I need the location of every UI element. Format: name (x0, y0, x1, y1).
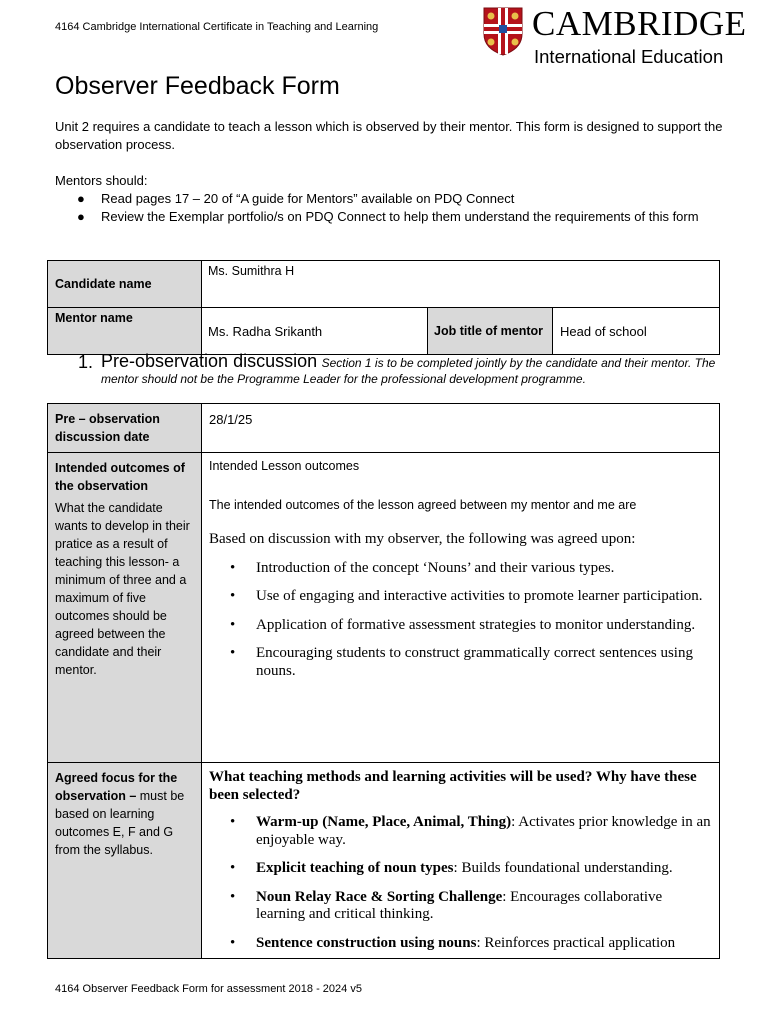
course-title: 4164 Cambridge International Certificate in Teaching and Learning (55, 21, 379, 33)
bullet-icon: • (230, 888, 236, 905)
bullet-icon: • (230, 814, 236, 830)
list-item: • Application of formative assessment strategies to monitor understanding. (230, 616, 696, 633)
list-item: ● Review the Exemplar portfolio/s on PDQ Connect to help them understand the requirements of this form (77, 209, 699, 224)
agreed-focus-label-cell (48, 763, 202, 959)
outcomes-agreed: Based on discussion with my observer, the following was agreed upon: (209, 531, 636, 547)
cambridge-shield-icon (482, 6, 524, 56)
candidate-name-label: Candidate name (48, 261, 202, 308)
cambridge-logo (482, 6, 754, 68)
section-1-heading (78, 353, 718, 387)
intended-outcomes-content (202, 453, 720, 763)
list-item: • Sentence construction using nouns: Reinforces practical application (230, 934, 676, 951)
bullet-icon: • (230, 616, 236, 633)
list-item: • Explicit teaching of noun types: Builds foundational understanding. (230, 860, 673, 876)
job-title-value: Head of school (553, 308, 720, 355)
agreed-focus-label: Agreed focus for the observation – (55, 771, 178, 803)
mentor-name-value: Ms. Radha Srikanth (202, 308, 428, 355)
bullet-icon: • (230, 588, 236, 604)
section-note: Section 1 is to be completed jointly by the candidate and their mentor. The mentor should not be the Programme Leader for the professional development programme. (101, 356, 716, 386)
list-item: • Introduction of the concept ‘Nouns’ and their various types. (230, 559, 615, 576)
bullet-icon: • (230, 645, 236, 661)
list-item: • Encouraging students to construct grammatically correct sentences using nouns. (230, 645, 693, 679)
bullet-icon: • (230, 860, 236, 876)
section-title: Pre-observation discussion (101, 351, 318, 371)
intended-outcomes-label: Intended outcomes of the observation (55, 461, 185, 493)
bullet-icon: ● (77, 209, 85, 224)
mentor-bullet-list (55, 190, 720, 226)
outcomes-list (209, 560, 712, 681)
focus-question: What teaching methods and learning activities will be used? Why have these been selected? (209, 769, 697, 803)
candidate-name-value: Ms. Sumithra H (202, 261, 720, 308)
agreed-focus-description: must be based on learning outcomes E, F and G from the syllabus. (55, 789, 185, 857)
intended-outcomes-description: What the candidate wants to develop in their pratice as a result of teaching this lesson- a minimum of three and a maximum of five outcomes should be agreed between the candidate and their mentor. (55, 501, 190, 677)
mentors-label: Mentors should: (55, 173, 148, 188)
list-item: • Noun Relay Race & Sorting Challenge: Encourages collaborative learning and critical thinking. (230, 888, 663, 922)
methods-list (209, 814, 712, 952)
bullet-icon: ● (77, 191, 85, 206)
list-item: • Use of engaging and interactive activities to promote learner participation. (230, 588, 703, 604)
outcomes-intro: The intended outcomes of the lesson agreed between my mentor and me are (209, 498, 637, 512)
logo-wordmark: CAMBRIDGE (532, 4, 747, 43)
intended-outcomes-label-cell (48, 453, 202, 763)
outcomes-title: Intended Lesson outcomes (209, 459, 360, 473)
logo-subtitle: International Education (534, 46, 724, 67)
agreed-focus-content (202, 763, 720, 959)
bullet-icon: • (230, 559, 236, 576)
page-title: Observer Feedback Form (55, 72, 340, 100)
page-footer: 4164 Observer Feedback Form for assessment 2018 - 2024 v5 (55, 983, 362, 995)
info-table (47, 260, 720, 355)
discussion-date-label: Pre – observation discussion date (48, 404, 202, 453)
bullet-icon: • (230, 934, 236, 951)
list-item: ● Read pages 17 – 20 of “A guide for Mentors” available on PDQ Connect (77, 191, 515, 206)
discussion-date-value: 28/1/25 (202, 404, 720, 453)
job-title-label: Job title of mentor (428, 308, 553, 355)
intro-paragraph: Unit 2 requires a candidate to teach a lesson which is observed by their mentor. This form is designed to support the observation process. (55, 119, 723, 152)
section-number: 1. (78, 352, 94, 372)
list-item: • Warm-up (Name, Place, Animal, Thing): Activates prior knowledge in an enjoyable way. (230, 814, 711, 848)
pre-observation-table (47, 403, 720, 959)
mentor-name-label: Mentor name (48, 308, 202, 355)
